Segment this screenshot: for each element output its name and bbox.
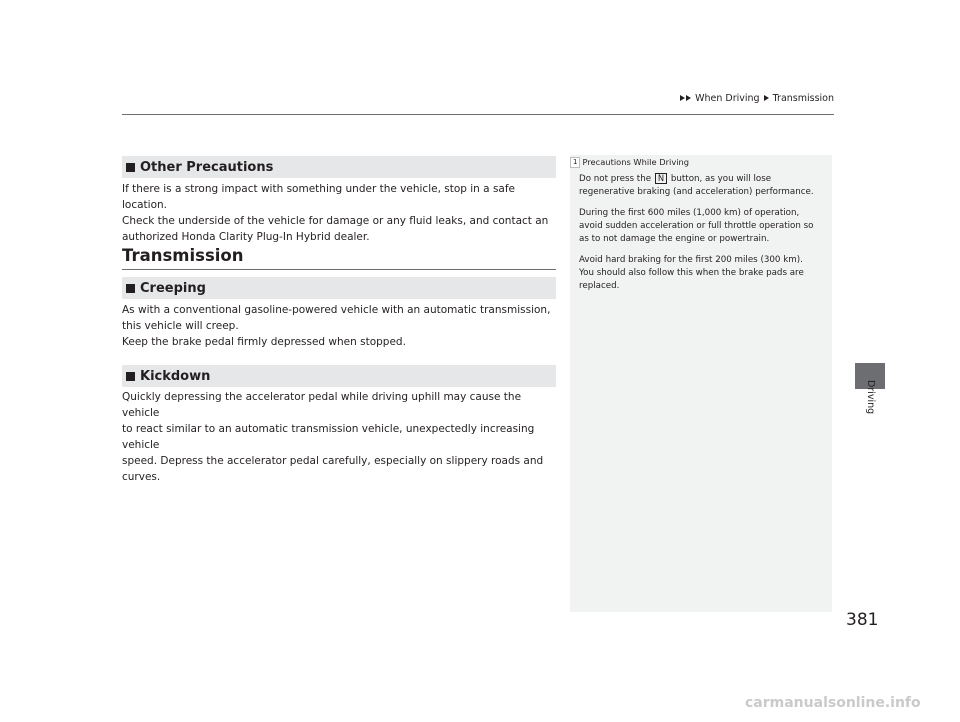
note-paragraph [579,173,829,199]
section-title: Other Precautions [140,159,274,175]
body-line: Quickly depressing the accelerator pedal while driving uphill may cause the vehicle [122,391,522,419]
body-line: authorized Honda Clarity Plug-In Hybrid dealer. [122,231,370,243]
note-text: as to not damage the engine or powertrain. [579,234,770,244]
section-title: Kickdown [140,368,211,384]
triangle-right-icon [680,95,685,101]
note-text: avoid sudden acceleration or full throttle operation so [579,221,814,231]
note-text: Do not press the [579,174,652,184]
note-text: You should also follow this when the brake pads are [579,268,804,278]
body-line: As with a conventional gasoline-powered vehicle with an automatic transmission, [122,304,551,316]
body-line: this vehicle will creep. [122,320,239,332]
triangle-right-icon [764,95,769,101]
n-button-icon: N [655,173,667,184]
watermark: carmanualsonline.info [745,695,921,711]
note-text: Avoid hard braking for the first 200 miles (300 km). [579,255,803,265]
body-line: curves. [122,471,161,483]
creeping-body [122,302,558,350]
section-header-other-precautions [122,156,556,178]
body-line: speed. Depress the accelerator pedal carefully, especially on slippery roads and [122,455,544,467]
square-bullet-icon [126,284,135,293]
note-paragraph [579,254,829,293]
chapter-tab-label [846,380,894,428]
square-bullet-icon [126,372,135,381]
note-text: During the first 600 miles (1,000 km) of operation, [579,208,800,218]
triangle-right-icon [686,95,691,101]
page-number: 381 [846,610,879,630]
square-bullet-icon [126,163,135,172]
note-paragraph [579,207,829,246]
breadcrumb [500,93,834,109]
note-ref-number: 1 [570,157,580,168]
note-heading [570,157,689,168]
note-text: regenerative braking (and acceleration) performance. [579,187,814,197]
body-line: Keep the brake pedal firmly depressed when stopped. [122,336,406,348]
section-header-kickdown [122,365,556,387]
body-line: to react similar to an automatic transmission vehicle, unexpectedly increasing vehicle [122,423,535,451]
other-precautions-body [122,181,558,245]
breadcrumb-item-transmission[interactable]: Transmission [772,93,834,104]
note-text: button, as you will lose [670,174,772,184]
note-text: replaced. [579,281,620,291]
note-body [579,173,829,301]
section-header-creeping [122,277,556,299]
kickdown-body [122,389,558,485]
body-line: If there is a strong impact with something under the vehicle, stop in a safe location. [122,183,516,211]
section-title: Creeping [140,280,206,296]
note-title: Precautions While Driving [582,157,690,167]
title-divider [122,269,556,270]
header-divider [122,114,834,115]
chapter-tab-text: Driving [865,380,876,415]
page-title: Transmission [122,246,244,265]
breadcrumb-item-when-driving[interactable]: When Driving [695,93,760,104]
body-line: Check the underside of the vehicle for damage or any fluid leaks, and contact an [122,215,549,227]
